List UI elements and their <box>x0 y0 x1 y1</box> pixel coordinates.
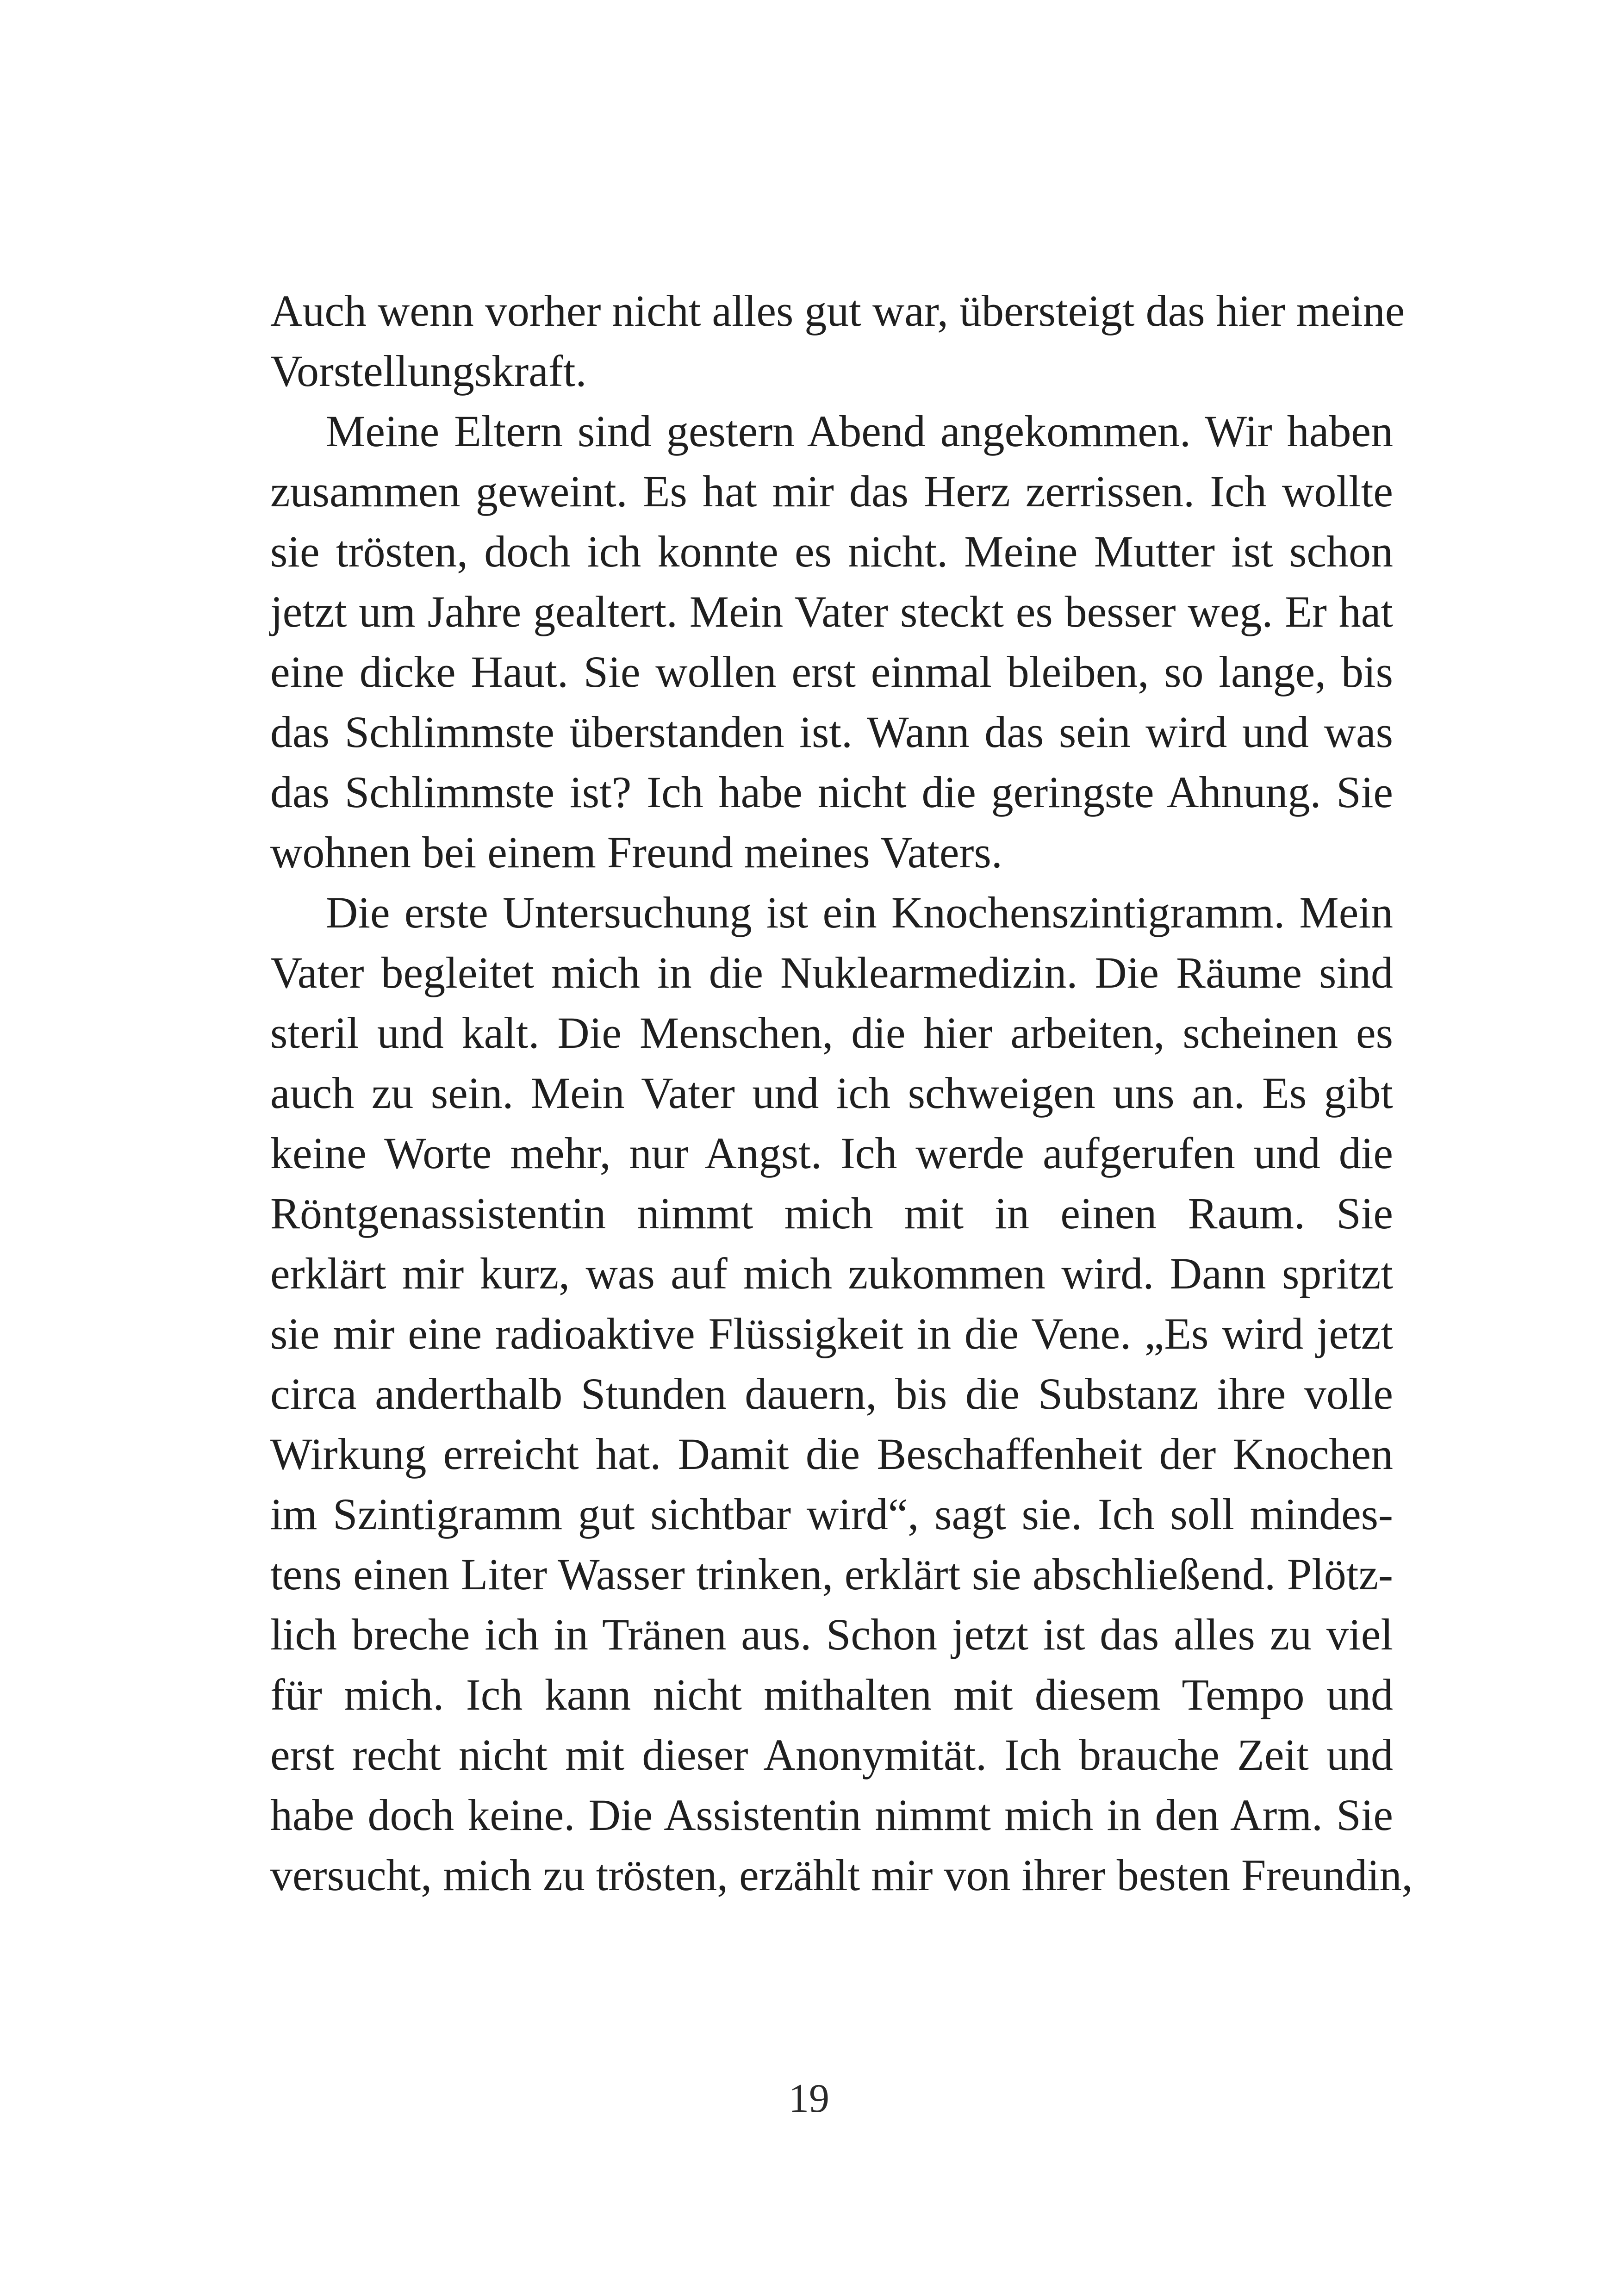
text-line: habe doch keine. Die Assistentin nimmt mich in den Arm. Sie <box>270 1790 1393 1840</box>
text-line: wohnen bei einem Freund meines Vaters. <box>270 828 1002 877</box>
text-line: Röntgenassistentin nimmt mich mit in einen Raum. Sie <box>270 1188 1393 1238</box>
text-line: versucht, mich zu trösten, erzählt mir von ihrer besten Freundin, <box>270 1850 1413 1900</box>
text-line: zusammen geweint. Es hat mir das Herz zerrissen. Ich wollte <box>270 467 1393 516</box>
text-line: Auch wenn vorher nicht alles gut war, übersteigt das hier meine <box>270 286 1405 336</box>
page-number: 19 <box>789 2076 829 2121</box>
text-line: für mich. Ich kann nicht mithalten mit diesem Tempo und <box>270 1670 1393 1719</box>
text-line: sie trösten, doch ich konnte es nicht. Meine Mutter ist schon <box>270 527 1393 576</box>
text-line: im Szintigramm gut sichtbar wird“, sagt sie. Ich soll mindes- <box>270 1489 1393 1539</box>
text-line: Vorstellungskraft. <box>270 346 587 396</box>
text-line: erklärt mir kurz, was auf mich zukommen wird. Dann spritzt <box>270 1249 1393 1298</box>
text-line: Vater begleitet mich in die Nuklearmedizin. Die Räume sind <box>270 948 1393 997</box>
body-text <box>270 281 1413 1905</box>
text-line: keine Worte mehr, nur Angst. Ich werde aufgerufen und die <box>270 1128 1393 1178</box>
text-line: das Schlimmste ist? Ich habe nicht die geringste Ahnung. Sie <box>270 767 1393 817</box>
text-line: eine dicke Haut. Sie wollen erst einmal bleiben, so lange, bis <box>270 647 1393 697</box>
text-line: jetzt um Jahre gealtert. Mein Vater steckt es besser weg. Er hat <box>270 587 1393 636</box>
text-line: sie mir eine radioaktive Flüssigkeit in die Vene. „Es wird jetzt <box>270 1309 1393 1358</box>
text-line: steril und kalt. Die Menschen, die hier arbeiten, scheinen es <box>270 1008 1393 1058</box>
text-line: das Schlimmste überstanden ist. Wann das sein wird und was <box>270 707 1393 757</box>
text-line: Wirkung erreicht hat. Damit die Beschaffenheit der Knochen <box>270 1429 1393 1479</box>
text-line: erst recht nicht mit dieser Anonymität. Ich brauche Zeit und <box>270 1730 1393 1780</box>
text-line: Die erste Untersuchung ist ein Knochenszintigramm. Mein <box>326 888 1393 937</box>
text-line: circa anderthalb Stunden dauern, bis die Substanz ihre volle <box>270 1369 1393 1419</box>
text-line: auch zu sein. Mein Vater und ich schweigen uns an. Es gibt <box>270 1068 1393 1118</box>
text-line: lich breche ich in Tränen aus. Schon jetzt ist das alles zu viel <box>270 1610 1393 1659</box>
text-line: tens einen Liter Wasser trinken, erklärt sie abschließend. Plötz- <box>270 1549 1393 1599</box>
text-line: Meine Eltern sind gestern Abend angekommen. Wir haben <box>326 406 1393 456</box>
